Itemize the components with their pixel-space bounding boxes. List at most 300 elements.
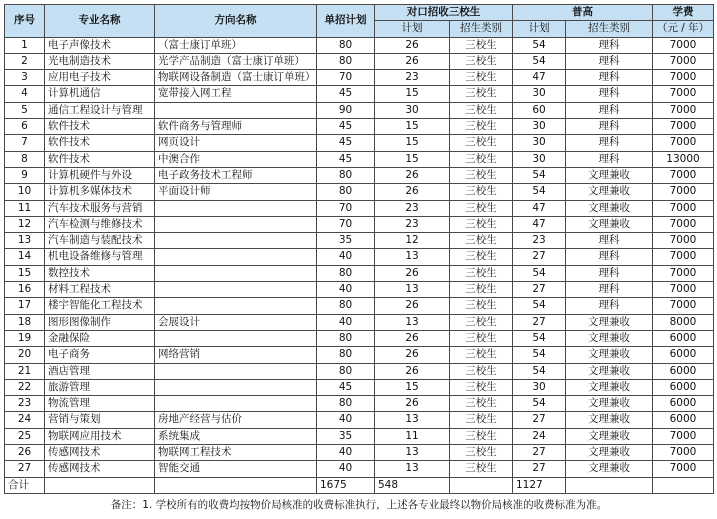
- cell-major: 传感网技术: [45, 445, 155, 461]
- table-row: [5, 53, 714, 69]
- cell-counter-plan: 11: [375, 428, 450, 444]
- cell-general-category: 文理兼收: [566, 412, 653, 428]
- cell-general-category: 理科: [566, 282, 653, 298]
- total-empty-fee: [653, 477, 714, 493]
- cell-general-category: 文理兼收: [566, 330, 653, 346]
- cell-single-plan: 40: [317, 282, 375, 298]
- cell-general-category: 文理兼收: [566, 167, 653, 183]
- cell-counter-category: 三校生: [450, 249, 513, 265]
- table-row: [5, 184, 714, 200]
- cell-general-plan: 54: [513, 53, 566, 69]
- cell-single-plan: 80: [317, 53, 375, 69]
- cell-counter-plan: 13: [375, 461, 450, 477]
- cell-counter-plan: 26: [375, 330, 450, 346]
- cell-counter-plan: 26: [375, 363, 450, 379]
- cell-counter-plan: 23: [375, 70, 450, 86]
- cell-fee: 8000: [653, 314, 714, 330]
- cell-major: 数控技术: [45, 265, 155, 281]
- header-no: 序号: [5, 5, 45, 38]
- cell-fee: 13000: [653, 151, 714, 167]
- cell-fee: 7000: [653, 86, 714, 102]
- cell-major: 电子声像技术: [45, 37, 155, 53]
- cell-single-plan: 70: [317, 200, 375, 216]
- cell-direction: 物联网工程技术: [155, 445, 317, 461]
- cell-direction: [155, 379, 317, 395]
- table-row: [5, 330, 714, 346]
- cell-no: 4: [5, 86, 45, 102]
- cell-counter-plan: 26: [375, 53, 450, 69]
- cell-single-plan: 45: [317, 86, 375, 102]
- cell-counter-plan: 13: [375, 249, 450, 265]
- cell-fee: 6000: [653, 347, 714, 363]
- total-label: 合计: [5, 477, 45, 493]
- cell-no: 22: [5, 379, 45, 395]
- cell-major: 计算机通信: [45, 86, 155, 102]
- cell-major: 应用电子技术: [45, 70, 155, 86]
- cell-no: 12: [5, 216, 45, 232]
- table-note: 备注：1. 学校所有的收费均按物价局核准的收费标准执行，上述各专业最终以物价局核准的收费标准为准。: [110, 498, 608, 511]
- cell-counter-category: 三校生: [450, 200, 513, 216]
- cell-counter-plan: 13: [375, 412, 450, 428]
- cell-counter-category: 三校生: [450, 298, 513, 314]
- cell-fee: 7000: [653, 200, 714, 216]
- cell-fee: 6000: [653, 330, 714, 346]
- cell-no: 13: [5, 233, 45, 249]
- cell-direction: 光学产品制造（富士康订单班）: [155, 53, 317, 69]
- cell-no: 21: [5, 363, 45, 379]
- cell-fee: 6000: [653, 396, 714, 412]
- cell-direction: [155, 233, 317, 249]
- total-counter-plan: 548: [375, 477, 450, 493]
- cell-major: 汽车检测与维修技术: [45, 216, 155, 232]
- cell-major: 图形图像制作: [45, 314, 155, 330]
- cell-general-category: 文理兼收: [566, 379, 653, 395]
- cell-general-plan: 30: [513, 151, 566, 167]
- cell-single-plan: 45: [317, 379, 375, 395]
- total-empty-direction: [155, 477, 317, 493]
- header-general-group: 普高: [513, 5, 653, 21]
- table-row: [5, 37, 714, 53]
- cell-general-plan: 27: [513, 445, 566, 461]
- cell-general-category: 文理兼收: [566, 428, 653, 444]
- cell-no: 15: [5, 265, 45, 281]
- cell-general-plan: 47: [513, 70, 566, 86]
- cell-no: 2: [5, 53, 45, 69]
- cell-counter-plan: 15: [375, 86, 450, 102]
- cell-general-plan: 54: [513, 298, 566, 314]
- table-row: [5, 265, 714, 281]
- cell-direction: [155, 363, 317, 379]
- cell-single-plan: 40: [317, 412, 375, 428]
- cell-counter-plan: 26: [375, 298, 450, 314]
- cell-fee: 7000: [653, 428, 714, 444]
- table-row: [5, 461, 714, 477]
- cell-counter-plan: 13: [375, 282, 450, 298]
- cell-single-plan: 35: [317, 428, 375, 444]
- cell-single-plan: 45: [317, 119, 375, 135]
- cell-no: 11: [5, 200, 45, 216]
- cell-single-plan: 80: [317, 184, 375, 200]
- table-row: [5, 151, 714, 167]
- cell-general-plan: 54: [513, 265, 566, 281]
- table-row: [5, 233, 714, 249]
- cell-direction: [155, 102, 317, 118]
- cell-general-category: 理科: [566, 53, 653, 69]
- cell-general-plan: 23: [513, 233, 566, 249]
- cell-direction: [155, 330, 317, 346]
- cell-major: 材料工程技术: [45, 282, 155, 298]
- cell-counter-category: 三校生: [450, 379, 513, 395]
- cell-counter-plan: 15: [375, 151, 450, 167]
- cell-direction: 软件商务与管理师: [155, 119, 317, 135]
- cell-fee: 7000: [653, 70, 714, 86]
- total-empty-major: [45, 477, 155, 493]
- cell-general-category: 文理兼收: [566, 445, 653, 461]
- cell-general-category: 理科: [566, 249, 653, 265]
- cell-general-plan: 30: [513, 135, 566, 151]
- cell-fee: 6000: [653, 412, 714, 428]
- cell-major: 机电设备维修与管理: [45, 249, 155, 265]
- table-footer: [5, 477, 714, 513]
- cell-counter-category: 三校生: [450, 167, 513, 183]
- cell-single-plan: 80: [317, 167, 375, 183]
- cell-counter-plan: 26: [375, 265, 450, 281]
- cell-direction: 电子政务技术工程师: [155, 167, 317, 183]
- cell-fee: 7000: [653, 265, 714, 281]
- enrollment-plan-table-container: [4, 4, 713, 513]
- cell-counter-category: 三校生: [450, 119, 513, 135]
- cell-counter-plan: 26: [375, 184, 450, 200]
- total-general-plan: 1127: [513, 477, 566, 493]
- note-row: [5, 493, 714, 513]
- cell-single-plan: 40: [317, 314, 375, 330]
- cell-direction: 网络营销: [155, 347, 317, 363]
- cell-general-plan: 54: [513, 330, 566, 346]
- cell-counter-category: 三校生: [450, 347, 513, 363]
- cell-counter-plan: 12: [375, 233, 450, 249]
- cell-single-plan: 70: [317, 216, 375, 232]
- cell-direction: [155, 265, 317, 281]
- cell-general-plan: 54: [513, 363, 566, 379]
- cell-fee: 7000: [653, 298, 714, 314]
- cell-single-plan: 40: [317, 249, 375, 265]
- cell-general-plan: 47: [513, 216, 566, 232]
- cell-major: 金融保险: [45, 330, 155, 346]
- cell-general-category: 文理兼收: [566, 396, 653, 412]
- cell-counter-category: 三校生: [450, 151, 513, 167]
- header-general-category: 招生类别: [566, 21, 653, 37]
- header-counter-plan: 计划: [375, 21, 450, 37]
- cell-general-plan: 27: [513, 249, 566, 265]
- cell-general-plan: 27: [513, 314, 566, 330]
- cell-direction: 网页设计: [155, 135, 317, 151]
- cell-general-plan: 54: [513, 37, 566, 53]
- cell-general-category: 文理兼收: [566, 461, 653, 477]
- cell-general-plan: 54: [513, 347, 566, 363]
- cell-counter-category: 三校生: [450, 184, 513, 200]
- cell-direction: [155, 396, 317, 412]
- cell-no: 1: [5, 37, 45, 53]
- header-general-plan: 计划: [513, 21, 566, 37]
- cell-counter-category: 三校生: [450, 70, 513, 86]
- table-row: [5, 102, 714, 118]
- cell-counter-plan: 23: [375, 216, 450, 232]
- cell-counter-category: 三校生: [450, 216, 513, 232]
- cell-single-plan: 40: [317, 461, 375, 477]
- cell-counter-category: 三校生: [450, 86, 513, 102]
- cell-direction: [155, 282, 317, 298]
- cell-major: 计算机多媒体技术: [45, 184, 155, 200]
- header-row-top: [5, 5, 714, 21]
- cell-major: 软件技术: [45, 135, 155, 151]
- cell-no: 5: [5, 102, 45, 118]
- cell-no: 23: [5, 396, 45, 412]
- total-empty-counter-category: [450, 477, 513, 493]
- cell-no: 6: [5, 119, 45, 135]
- cell-general-plan: 54: [513, 184, 566, 200]
- cell-major: 计算机硬件与外设: [45, 167, 155, 183]
- cell-general-category: 文理兼收: [566, 363, 653, 379]
- cell-direction: [155, 249, 317, 265]
- cell-counter-plan: 26: [375, 347, 450, 363]
- cell-fee: 7000: [653, 53, 714, 69]
- table-header: [5, 5, 714, 38]
- cell-general-category: 理科: [566, 102, 653, 118]
- cell-fee: 7000: [653, 216, 714, 232]
- cell-major: 楼宇智能化工程技术: [45, 298, 155, 314]
- cell-counter-category: 三校生: [450, 282, 513, 298]
- cell-single-plan: 80: [317, 396, 375, 412]
- cell-general-category: 理科: [566, 119, 653, 135]
- table-row: [5, 282, 714, 298]
- header-single-plan: 单招计划: [317, 5, 375, 38]
- cell-general-plan: 54: [513, 167, 566, 183]
- cell-single-plan: 90: [317, 102, 375, 118]
- cell-no: 17: [5, 298, 45, 314]
- cell-no: 10: [5, 184, 45, 200]
- cell-counter-category: 三校生: [450, 412, 513, 428]
- cell-single-plan: 80: [317, 298, 375, 314]
- table-row: [5, 314, 714, 330]
- cell-no: 3: [5, 70, 45, 86]
- cell-counter-plan: 13: [375, 314, 450, 330]
- cell-major: 汽车技术服务与营销: [45, 200, 155, 216]
- cell-major: 物联网应用技术: [45, 428, 155, 444]
- cell-direction: [155, 298, 317, 314]
- total-row: [5, 477, 714, 493]
- cell-general-plan: 24: [513, 428, 566, 444]
- cell-fee: 7000: [653, 135, 714, 151]
- cell-no: 25: [5, 428, 45, 444]
- cell-major: 酒店管理: [45, 363, 155, 379]
- cell-direction: 房地产经营与估价: [155, 412, 317, 428]
- cell-direction: 平面设计师: [155, 184, 317, 200]
- cell-fee: 7000: [653, 184, 714, 200]
- cell-general-category: 文理兼收: [566, 216, 653, 232]
- cell-fee: 6000: [653, 363, 714, 379]
- table-row: [5, 70, 714, 86]
- table-body: [5, 37, 714, 477]
- cell-direction: [155, 200, 317, 216]
- cell-counter-category: 三校生: [450, 314, 513, 330]
- cell-no: 14: [5, 249, 45, 265]
- cell-fee: 7000: [653, 445, 714, 461]
- cell-counter-category: 三校生: [450, 102, 513, 118]
- cell-general-category: 文理兼收: [566, 314, 653, 330]
- cell-general-plan: 27: [513, 282, 566, 298]
- cell-no: 7: [5, 135, 45, 151]
- table-row: [5, 298, 714, 314]
- cell-major: 营销与策划: [45, 412, 155, 428]
- cell-major: 电子商务: [45, 347, 155, 363]
- cell-general-plan: 30: [513, 119, 566, 135]
- cell-general-plan: 54: [513, 396, 566, 412]
- table-row: [5, 428, 714, 444]
- cell-counter-plan: 26: [375, 396, 450, 412]
- cell-single-plan: 40: [317, 445, 375, 461]
- cell-direction: 宽带接入网工程: [155, 86, 317, 102]
- cell-major: 通信工程设计与管理: [45, 102, 155, 118]
- header-major: 专业名称: [45, 5, 155, 38]
- cell-fee: 7000: [653, 233, 714, 249]
- enrollment-plan-table: [4, 4, 714, 513]
- cell-fee: 6000: [653, 379, 714, 395]
- cell-counter-category: 三校生: [450, 445, 513, 461]
- cell-counter-category: 三校生: [450, 330, 513, 346]
- cell-counter-plan: 15: [375, 135, 450, 151]
- cell-general-plan: 60: [513, 102, 566, 118]
- cell-counter-plan: 13: [375, 445, 450, 461]
- cell-direction: （富士康订单班）: [155, 37, 317, 53]
- cell-general-category: 理科: [566, 70, 653, 86]
- cell-counter-category: 三校生: [450, 53, 513, 69]
- table-row: [5, 200, 714, 216]
- cell-direction: 会展设计: [155, 314, 317, 330]
- table-row: [5, 379, 714, 395]
- cell-fee: 7000: [653, 102, 714, 118]
- cell-general-category: 理科: [566, 86, 653, 102]
- cell-general-category: 文理兼收: [566, 347, 653, 363]
- cell-counter-plan: 15: [375, 119, 450, 135]
- cell-general-plan: 27: [513, 461, 566, 477]
- cell-fee: 7000: [653, 119, 714, 135]
- cell-counter-plan: 26: [375, 167, 450, 183]
- cell-single-plan: 80: [317, 347, 375, 363]
- table-row: [5, 363, 714, 379]
- header-fee: 学费: [653, 5, 714, 21]
- cell-counter-category: 三校生: [450, 135, 513, 151]
- cell-single-plan: 80: [317, 37, 375, 53]
- cell-single-plan: 45: [317, 135, 375, 151]
- cell-direction: [155, 216, 317, 232]
- cell-no: 8: [5, 151, 45, 167]
- cell-major: 传感网技术: [45, 461, 155, 477]
- cell-no: 19: [5, 330, 45, 346]
- cell-direction: 物联网设备制造（富士康订单班）: [155, 70, 317, 86]
- cell-fee: 7000: [653, 249, 714, 265]
- cell-general-category: 理科: [566, 37, 653, 53]
- cell-no: 26: [5, 445, 45, 461]
- cell-no: 18: [5, 314, 45, 330]
- table-row: [5, 216, 714, 232]
- cell-fee: 7000: [653, 282, 714, 298]
- table-row: [5, 119, 714, 135]
- cell-counter-category: 三校生: [450, 428, 513, 444]
- table-row: [5, 347, 714, 363]
- cell-single-plan: 80: [317, 363, 375, 379]
- cell-counter-plan: 23: [375, 200, 450, 216]
- cell-major: 旅游管理: [45, 379, 155, 395]
- cell-general-category: 理科: [566, 265, 653, 281]
- cell-counter-plan: 15: [375, 379, 450, 395]
- cell-counter-category: 三校生: [450, 461, 513, 477]
- cell-major: 软件技术: [45, 119, 155, 135]
- cell-no: 27: [5, 461, 45, 477]
- cell-single-plan: 35: [317, 233, 375, 249]
- table-row: [5, 167, 714, 183]
- cell-fee: 7000: [653, 461, 714, 477]
- cell-single-plan: 70: [317, 70, 375, 86]
- cell-general-category: 文理兼收: [566, 200, 653, 216]
- cell-general-category: 理科: [566, 151, 653, 167]
- cell-counter-category: 三校生: [450, 396, 513, 412]
- cell-no: 20: [5, 347, 45, 363]
- total-single-plan: 1675: [317, 477, 375, 493]
- cell-counter-plan: 26: [375, 37, 450, 53]
- cell-direction: 中澳合作: [155, 151, 317, 167]
- header-direction: 方向名称: [155, 5, 317, 38]
- cell-single-plan: 80: [317, 265, 375, 281]
- cell-general-plan: 47: [513, 200, 566, 216]
- cell-major: 汽车制造与装配技术: [45, 233, 155, 249]
- table-row: [5, 86, 714, 102]
- cell-major: 光电制造技术: [45, 53, 155, 69]
- cell-no: 24: [5, 412, 45, 428]
- header-counter-category: 招生类别: [450, 21, 513, 37]
- cell-no: 16: [5, 282, 45, 298]
- table-row: [5, 249, 714, 265]
- cell-general-category: 理科: [566, 298, 653, 314]
- table-row: [5, 396, 714, 412]
- cell-general-category: 理科: [566, 135, 653, 151]
- cell-fee: 7000: [653, 167, 714, 183]
- cell-counter-category: 三校生: [450, 265, 513, 281]
- cell-general-category: 理科: [566, 233, 653, 249]
- cell-general-category: 文理兼收: [566, 184, 653, 200]
- cell-single-plan: 80: [317, 330, 375, 346]
- cell-general-plan: 30: [513, 86, 566, 102]
- cell-fee: 7000: [653, 37, 714, 53]
- table-row: [5, 412, 714, 428]
- cell-counter-category: 三校生: [450, 233, 513, 249]
- cell-direction: 智能交通: [155, 461, 317, 477]
- cell-counter-plan: 30: [375, 102, 450, 118]
- cell-counter-category: 三校生: [450, 37, 513, 53]
- table-row: [5, 135, 714, 151]
- header-fee-unit: （元 / 年）: [653, 21, 714, 37]
- cell-general-plan: 30: [513, 379, 566, 395]
- total-empty-general-category: [566, 477, 653, 493]
- cell-general-plan: 27: [513, 412, 566, 428]
- cell-direction: 系统集成: [155, 428, 317, 444]
- header-counter-group: 对口招收三校生: [375, 5, 513, 21]
- cell-major: 软件技术: [45, 151, 155, 167]
- cell-no: 9: [5, 167, 45, 183]
- cell-single-plan: 45: [317, 151, 375, 167]
- table-row: [5, 445, 714, 461]
- cell-counter-category: 三校生: [450, 363, 513, 379]
- cell-major: 物流管理: [45, 396, 155, 412]
